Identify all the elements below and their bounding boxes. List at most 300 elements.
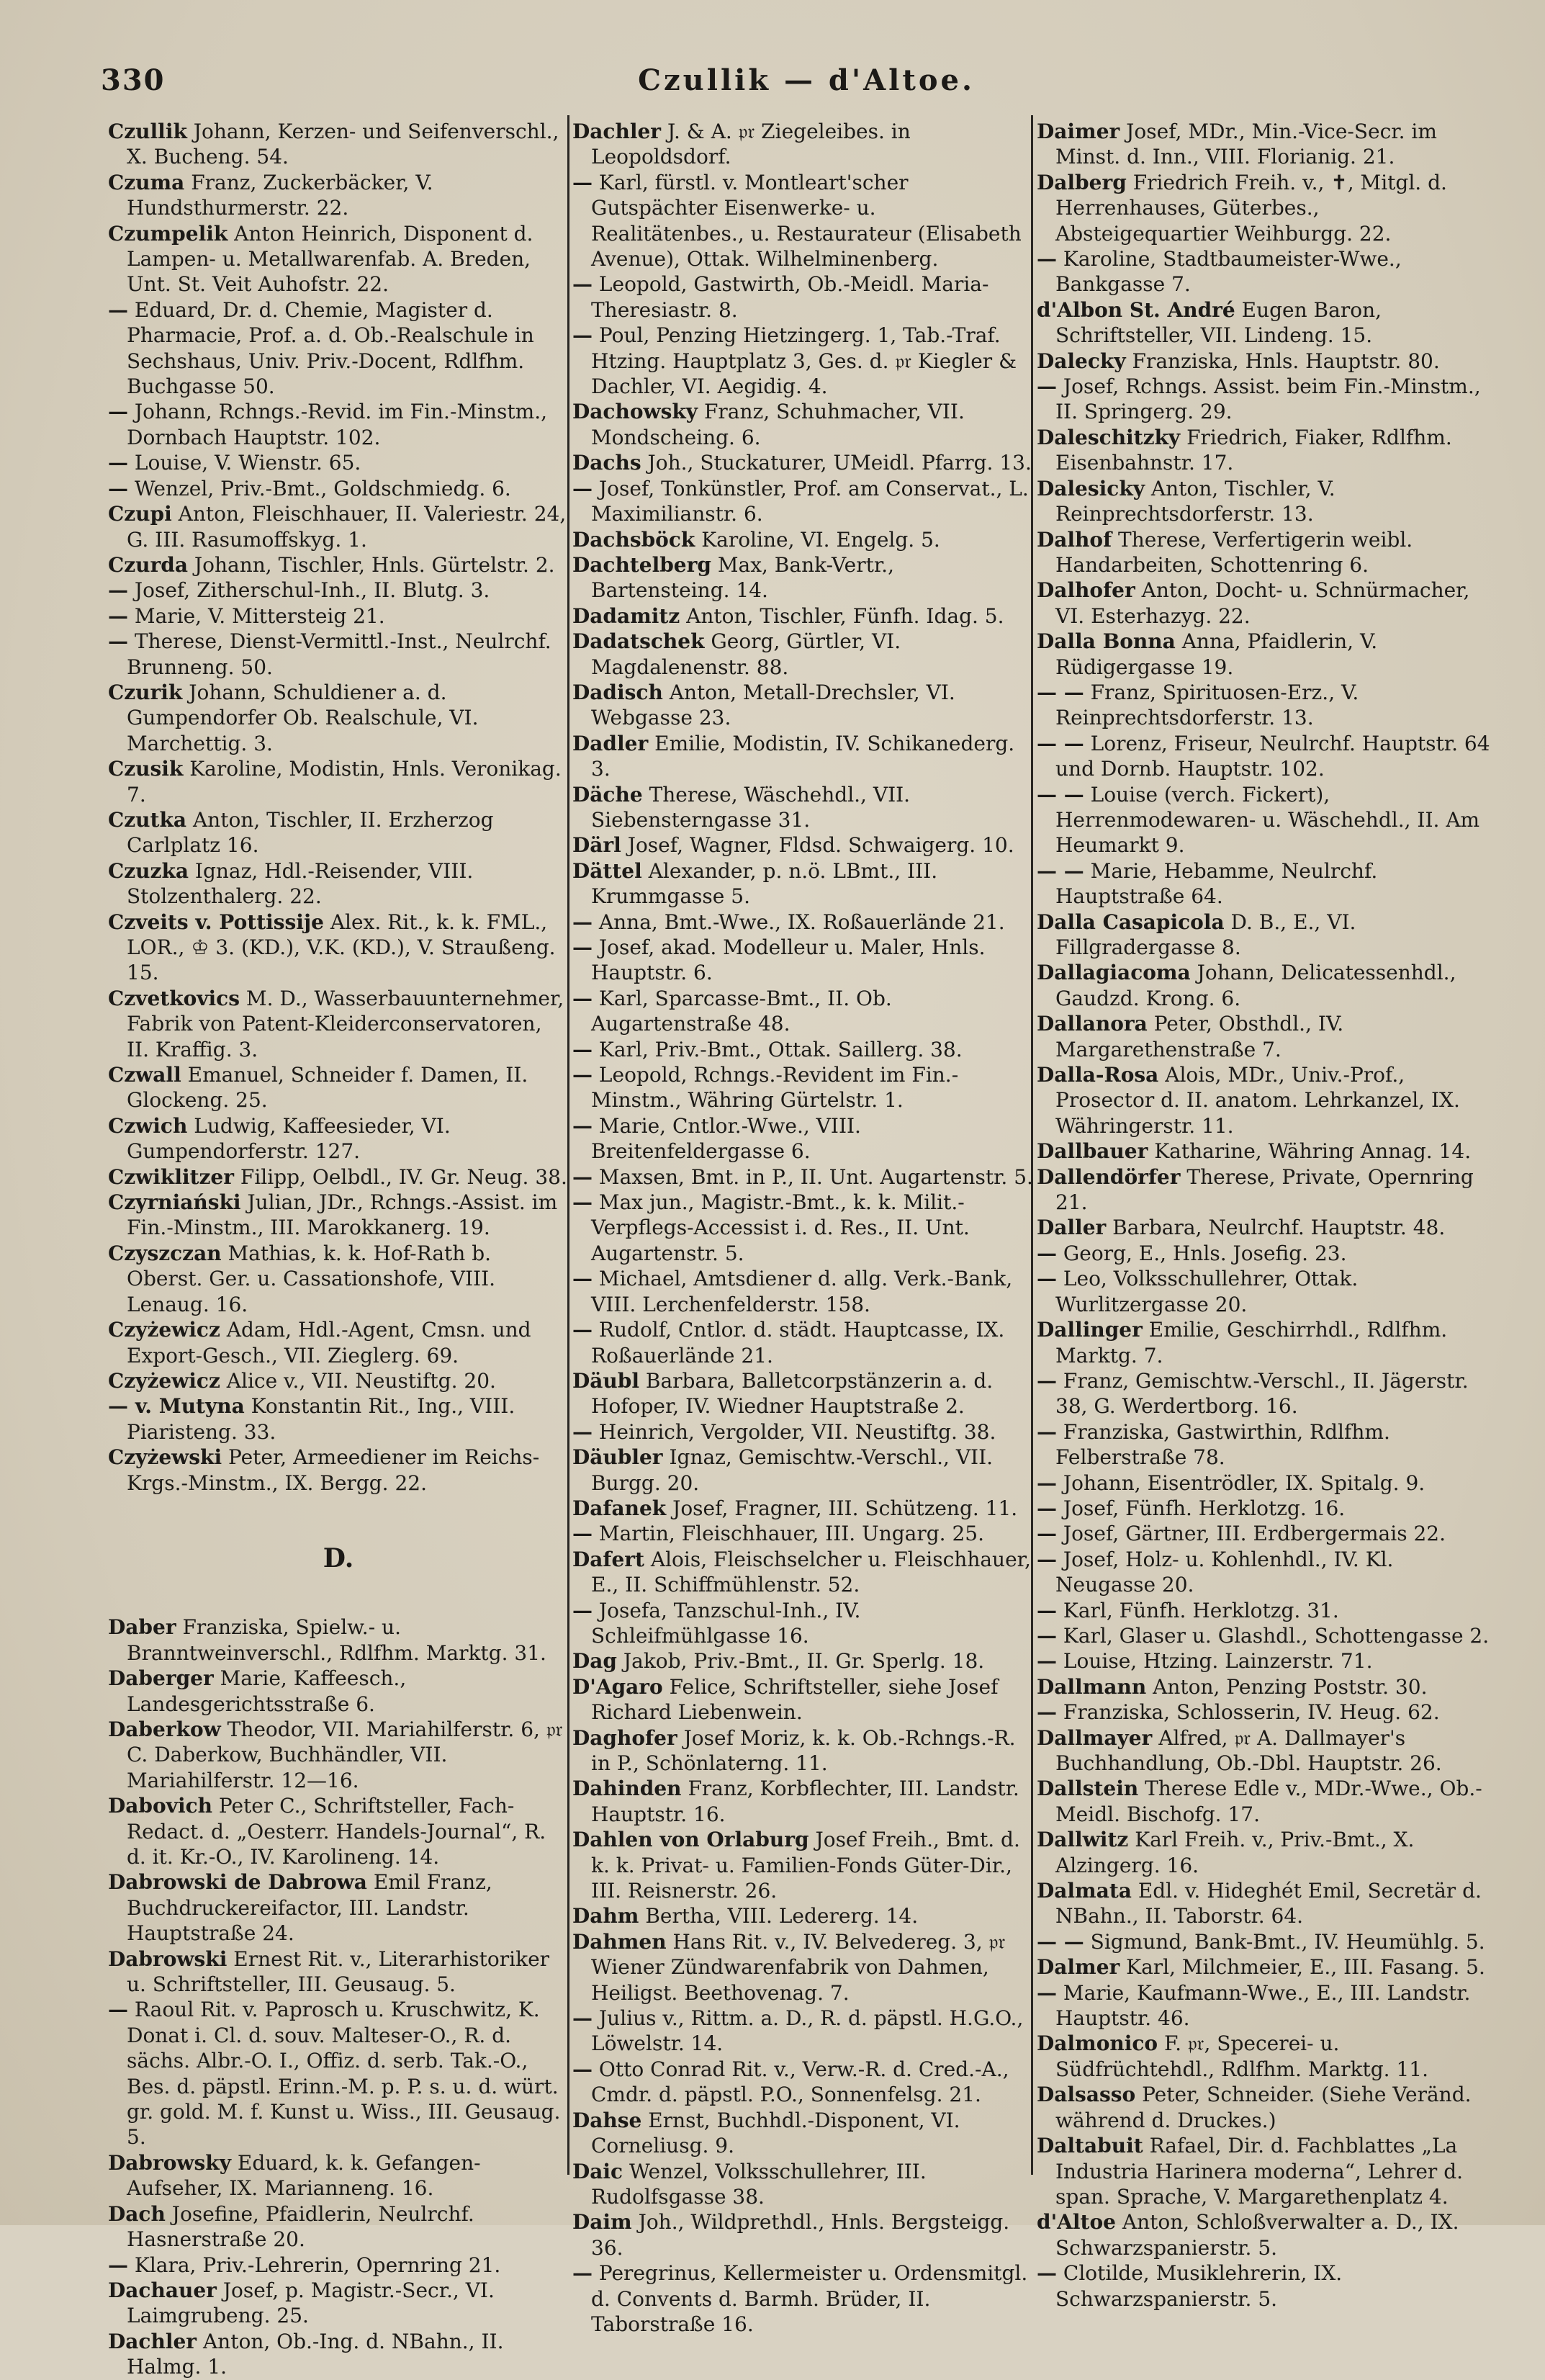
entry-text: Konstantin Rit., Ing., VIII. Piaristeng. 33. [127, 1394, 515, 1444]
directory-entry [1037, 1980, 1497, 2031]
entry-text: Anna, Bmt.-Wwe., IX. Roßauerlände 21. [598, 910, 1005, 934]
entry-name: Czwich [108, 1113, 188, 1138]
directory-entry [572, 527, 1033, 552]
directory-entry [1037, 1317, 1497, 1368]
directory-entry [1037, 170, 1497, 246]
entry-name: Dahse [572, 2108, 642, 2132]
entry-name: Czumpelik [108, 221, 228, 246]
entry-name: Czurik [108, 680, 183, 704]
directory-entry [1037, 246, 1497, 297]
entry-text: Friedrich, Fiaker, Rdlfhm. Eisenbahnstr. 17. [1055, 425, 1452, 475]
directory-entry [1037, 2082, 1497, 2133]
entry-text: Maxsen, Bmt. in P., II. Unt. Augartenstr. 5. [598, 1164, 1033, 1189]
entry-text: Joh., Wildprethdl., Hnls. Bergsteigg. 36. [591, 2210, 1010, 2260]
entry-text: Max jun., Magistr.-Bmt., k. k. Milit.-Verpflegs-Accessist i. d. Res., II. Unt. Augartenstr. 5. [591, 1190, 970, 1265]
entry-name: Dach [108, 2201, 166, 2226]
entry-name: — [108, 400, 128, 424]
entry-text: Joh., Stuckaturer, UMeidl. Pfarrg. 13. [647, 451, 1032, 475]
entry-text: Johann, Eisentrödler, IX. Spitalg. 9. [1063, 1470, 1425, 1495]
entry-name: Dallmann [1037, 1674, 1147, 1699]
directory-entry [1037, 1496, 1497, 1521]
entry-text: Alfred, 𝔭𝔯 A. Dallmayer's Buchhandlung, Ob.-Dbl. Hauptstr. 26. [1055, 1725, 1442, 1775]
entry-name: Dachler [108, 2329, 197, 2353]
directory-entry [572, 680, 1033, 731]
directory-entry [572, 1266, 1033, 1317]
entry-text: Anton, Tischler, V. Reinprechtsdorferstr. 13. [1055, 476, 1335, 526]
entry-name: Czwall [108, 1063, 181, 1087]
entry-name: — [572, 1267, 593, 1291]
entry-text: Felice, Schriftsteller, siehe Josef Richard Liebenwein. [591, 1674, 999, 1725]
entry-name: Dachler [572, 120, 662, 143]
directory-entry [1037, 731, 1497, 782]
directory-entry [1037, 297, 1497, 349]
entry-text: Marie, Kaufmann-Wwe., E., III. Landstr. Hauptstr. 46. [1055, 1980, 1471, 2031]
entry-name: Daltabuit [1037, 2134, 1143, 2158]
entry-text: Hans Rit. v., IV. Belvedereg. 3, 𝔭𝔯 Wiener Zündwarenfabrik von Dahmen, Heiligst. Beethovenag. 7. [591, 1929, 1006, 2005]
entry-text: Emilie, Modistin, IV. Schikanederg. 3. [591, 731, 1015, 781]
entry-name: Dalhofer [1037, 578, 1135, 603]
directory-entry [1037, 1241, 1497, 1266]
entry-text: Josef, Fünfh. Herklotzg. 16. [1063, 1496, 1346, 1520]
entry-text: Peter, Schneider. (Siehe Veränd. während d. Druckes.) [1055, 2083, 1472, 2132]
directory-entry [1037, 1699, 1497, 1725]
entry-text: Leopold, Rchngs.-Revident im Fin.-Minstm., Währing Gürtelstr. 1. [591, 1063, 959, 1113]
directory-entry [108, 501, 569, 552]
directory-entry [572, 2260, 1033, 2337]
entry-text: Karl, Fünfh. Herklotzg. 31. [1063, 1598, 1339, 1622]
directory-entry [108, 476, 569, 501]
entry-text: Alois, MDr., Univ.-Prof., Prosector d. II. anatom. Lehrkanzel, IX. Währingerstr. 11. [1055, 1063, 1460, 1138]
entry-name: Dalmonico [1037, 2031, 1158, 2056]
entry-name: Dallwitz [1037, 1828, 1129, 1852]
entry-text: Alex. Rit., k. k. FML., LOR., ♔ 3. (KD.), V.K. (KD.), V. Straußeng. 15. [127, 910, 556, 985]
entry-text: Wenzel, Volksschullehrer, III. Rudolfsgasse 38. [591, 2159, 927, 2209]
directory-entry [572, 858, 1033, 910]
entry-name: — [572, 935, 593, 959]
entry-name: — [108, 603, 128, 628]
entry-name: — [1037, 1649, 1057, 1674]
entry-text: Johann, Rchngs.-Revid. im Fin.-Minstm., Dornbach Hauptstr. 102. [127, 400, 548, 449]
entry-name: — [108, 451, 128, 475]
entry-name: — [572, 476, 593, 500]
directory-entry [1037, 1368, 1497, 1419]
directory-entry [572, 1903, 1033, 1928]
entry-name: — [572, 1063, 593, 1087]
directory-entry [108, 1190, 569, 1241]
entry-text: Josef, p. Magistr.-Secr., VI. Laimgrubeng. 25. [127, 2278, 495, 2328]
entry-text: Josef Moriz, k. k. Ob.-Rchngs.-R. in P., Schönlaterng. 11. [591, 1725, 1016, 1775]
directory-entry [572, 1164, 1033, 1190]
entry-name: Dallstein [1037, 1777, 1139, 1801]
directory-entry [572, 935, 1033, 986]
entry-name: — [572, 910, 593, 934]
directory-entry [1037, 2133, 1497, 2209]
entry-name: — [572, 2261, 593, 2286]
entry-text: Johann, Schuldiener a. d. Gumpendorfer Ob. Realschule, VI. Marchettig. 3. [127, 680, 479, 755]
directory-entry [572, 1725, 1033, 1777]
directory-entry [1037, 1827, 1497, 1878]
entry-name: — [572, 1318, 593, 1342]
directory-entry [1037, 2031, 1497, 2082]
entry-name: — [1037, 1496, 1057, 1520]
entry-text: Josef, Rchngs. Assist. beim Fin.-Minstm., II. Springerg. 29. [1055, 374, 1481, 424]
entry-text: Josef, MDr., Min.-Vice-Secr. im Minst. d. Inn., VIII. Florianig. 21. [1055, 120, 1437, 169]
entry-name: — [1037, 1522, 1057, 1546]
entry-text: Franziska, Spielw.- u. Branntweinverschl., Rdlfhm. Marktg. 31. [127, 1615, 546, 1665]
entry-text: Anton, Penzing Poststr. 30. [1153, 1674, 1428, 1699]
entry-text: Louise, Htzing. Lainzerstr. 71. [1063, 1649, 1373, 1674]
entry-name: Daimer [1037, 120, 1120, 143]
entry-name: — [1037, 1700, 1057, 1725]
entry-name: Czyżewski [108, 1445, 222, 1470]
entry-text: Michael, Amtsdiener d. allg. Verk.-Bank, VIII. Lerchenfelderstr. 158. [591, 1267, 1013, 1316]
entry-text: J. & A. 𝔭𝔯 Ziegeleibes. in Leopoldsdorf. [591, 120, 911, 169]
directory-entry [572, 1419, 1033, 1445]
directory-entry [572, 1827, 1033, 1903]
entry-name: — [572, 1164, 593, 1189]
directory-entry [1037, 1878, 1497, 1929]
directory-entry [572, 1445, 1033, 1496]
entry-name: Dalla-Rosa [1037, 1063, 1159, 1087]
directory-entry [108, 578, 569, 603]
directory-entry [108, 552, 569, 578]
directory-entry [572, 2057, 1033, 2108]
directory-entry [1037, 1164, 1497, 1216]
directory-entry [572, 1190, 1033, 1266]
entry-name: Dahmen [572, 1929, 667, 1954]
entry-name: Dafert [572, 1547, 644, 1571]
directory-entry [1037, 1470, 1497, 1496]
directory-entry [108, 1164, 569, 1190]
directory-entry [572, 782, 1033, 833]
entry-text: Louise, V. Wienstr. 65. [134, 451, 361, 475]
entry-text: Leopold, Gastwirth, Ob.-Meidl. Maria-Theresiastr. 8. [591, 272, 989, 322]
entry-text: Therese, Dienst-Vermittl.-Inst., Neulrchf. Brunneng. 50. [127, 629, 551, 679]
directory-entry [108, 399, 569, 450]
entry-name: Dalla Bonna [1037, 629, 1176, 654]
directory-entry [1037, 1648, 1497, 1674]
entry-name: D'Agaro [572, 1674, 663, 1699]
directory-entry [1037, 782, 1497, 858]
directory-entry [572, 1368, 1033, 1419]
directory-entry [1037, 476, 1497, 527]
entry-name: Dalmer [1037, 1955, 1120, 1980]
entry-text: Anton, Tischler, Fünfh. Idag. 5. [686, 603, 1004, 628]
entry-name: Czuma [108, 170, 185, 194]
entry-text: Josef, Gärtner, III. Erdbergermais 22. [1063, 1522, 1446, 1546]
directory-entry [108, 1113, 569, 1164]
entry-name: Daber [108, 1615, 176, 1640]
entry-name: Dafanek [572, 1496, 667, 1520]
entry-name: Däche [572, 782, 643, 807]
entry-name: — — [1037, 782, 1084, 807]
entry-name: Daleschitzky [1037, 425, 1181, 449]
entry-name: Dachtelberg [572, 552, 711, 577]
entry-name: Dalsasso [1037, 2083, 1136, 2107]
directory-entry [572, 603, 1033, 629]
entry-text: Therese Edle v., MDr.-Wwe., Ob.-Meidl. Bischofg. 17. [1055, 1777, 1482, 1826]
directory-entry [108, 2150, 569, 2201]
directory-entry [108, 297, 569, 400]
directory-entry [1037, 1598, 1497, 1623]
entry-name: — [108, 1998, 128, 2022]
entry-name: Czullik [108, 120, 187, 143]
entry-name: Dabrowski de Dabrowa [108, 1870, 367, 1895]
entry-name: — [572, 1419, 593, 1444]
entry-name: Dadisch [572, 680, 663, 704]
directory-entry [1037, 1419, 1497, 1470]
directory-entry [1037, 1266, 1497, 1317]
entry-name: — [1037, 1547, 1057, 1571]
directory-entry [108, 1368, 569, 1393]
entry-name: Dalmata [1037, 1879, 1132, 1903]
entry-name: Czurda [108, 552, 189, 577]
entry-name: Dadler [572, 731, 649, 755]
entry-text: Josef, Zitherschul-Inh., II. Blutg. 3. [134, 578, 490, 603]
entry-name: Daghofer [572, 1725, 677, 1750]
entry-text: Anton, Fleischhauer, II. Valeriestr. 24, G. III. Rasumoffskyg. 1. [127, 502, 567, 552]
entry-text: Emil Franz, Buchdruckereifactor, III. Landstr. Hauptstraße 24. [127, 1870, 492, 1946]
entry-text: Anton, Ob.-Ing. d. NBahn., II. Halmg. 1. [127, 2329, 504, 2379]
directory-entry [572, 1598, 1033, 1649]
directory-entry [108, 2278, 569, 2329]
directory-entry [1037, 960, 1497, 1011]
directory-entry [108, 1317, 569, 1368]
entry-name: Dahinden [572, 1777, 682, 1801]
entry-name: — [572, 986, 593, 1010]
entry-name: Dallmayer [1037, 1725, 1153, 1750]
entry-name: Dallinger [1037, 1318, 1143, 1342]
entry-text: Georg, Gürtler, VI. Magdalenenstr. 88. [591, 629, 901, 679]
entry-name: — [108, 2253, 128, 2277]
entry-text: Anton Heinrich, Disponent d. Lampen- u. Metallwarenfab. A. Breden, Unt. St. Veit Auhofstr. 22. [127, 221, 533, 297]
entry-text: Karl Freih. v., Priv.-Bmt., X. Alzingerg. 16. [1055, 1828, 1415, 1877]
entry-text: Rafael, Dir. d. Fachblattes „La Industria Harinera moderna“, Lehrer d. span. Sprache, V. Margarethenplatz 4. [1055, 2134, 1464, 2209]
directory-entry [1037, 1215, 1497, 1240]
entry-name: Czusik [108, 757, 184, 781]
entry-text: Marie, V. Mittersteig 21. [134, 603, 385, 628]
directory-entry [108, 2329, 569, 2380]
entry-text: Anton, Docht- u. Schnürmacher, VI. Esterhazyg. 22. [1055, 578, 1470, 628]
entry-text: Josef Freih., Bmt. d. k. k. Privat- u. Familien-Fonds Güter-Dir., III. Reisnerstr. 26. [591, 1828, 1020, 1903]
entry-text: Clotilde, Musiklehrerin, IX. Schwarzspanierstr. 5. [1055, 2261, 1343, 2311]
directory-entry [108, 1615, 569, 1666]
entry-text: Johann, Kerzen- und Seifenverschl., X. Bucheng. 54. [127, 120, 559, 169]
directory-entry [108, 1666, 569, 1717]
entry-name: — [108, 476, 128, 500]
directory-entry [1037, 1139, 1497, 1164]
directory-entry [1037, 119, 1497, 170]
directory-entry [572, 2108, 1033, 2159]
directory-entry [572, 271, 1033, 323]
directory-entry [1037, 910, 1497, 961]
entry-name: Dahm [572, 1904, 639, 1928]
entry-text: Anton, Metall-Drechsler, VI. Webgasse 23. [591, 680, 955, 730]
entry-name: — [572, 1190, 593, 1215]
directory-entry [1037, 1623, 1497, 1648]
entry-text: Anton, Schloßverwalter a. D., IX. Schwarzspanierstr. 5. [1055, 2210, 1459, 2260]
directory-entry [1037, 1776, 1497, 1827]
entry-text: Poul, Penzing Hietzingerg. 1, Tab.-Traf. Htzing. Hauptplatz 3, Ges. d. 𝔭𝔯 Kiegler & Dachler, VI. Aegidig. 4. [591, 323, 1017, 399]
directory-entry [572, 910, 1033, 935]
entry-text: Lorenz, Friseur, Neulrchf. Hauptstr. 64 und Dornb. Hauptstr. 102. [1055, 731, 1490, 781]
directory-entry [1037, 2209, 1497, 2260]
directory-entry [108, 1997, 569, 2150]
entry-text: Johann, Tischler, Hnls. Gürtelstr. 2. [194, 552, 555, 577]
entry-name: Daim [572, 2210, 632, 2235]
directory-entry [1037, 349, 1497, 374]
directory-entry [572, 323, 1033, 399]
directory-entry [572, 1317, 1033, 1368]
directory-entry [572, 1776, 1033, 1827]
page-header [101, 63, 1512, 107]
directory-entry [1037, 629, 1497, 680]
entry-text: Alice v., VII. Neustiftg. 20. [226, 1368, 496, 1393]
page-number: 330 [101, 63, 166, 97]
directory-entry [108, 450, 569, 475]
entry-text: Bertha, VIII. Ledererg. 14. [645, 1904, 919, 1928]
entry-text: Peter, Obsthdl., IV. Margarethenstraße 7. [1055, 1012, 1344, 1061]
directory-entry [572, 2209, 1033, 2260]
column-2 [572, 119, 1033, 2336]
entry-name: Czveits v. Pottissije [108, 910, 324, 934]
directory-entry [1037, 578, 1497, 629]
entry-name: — [572, 272, 593, 297]
entry-text: Marie, Kaffeesch., Landesgerichtsstraße 6. [127, 1666, 407, 1716]
entry-text: Alois, Fleischselcher u. Fleischhauer, E., II. Schiffmühlenstr. 52. [591, 1547, 1031, 1597]
entry-name: Därl [572, 833, 621, 858]
directory-entry [108, 680, 569, 756]
entry-text: Ignaz, Gemischtw.-Verschl., VII. Burgg. 20. [591, 1445, 994, 1495]
entry-name: Dabrowsky [108, 2150, 231, 2175]
entry-text: Ignaz, Hdl.-Reisender, VIII. Stolzenthalerg. 22. [127, 858, 474, 909]
entry-text: Anton, Tischler, II. Erzherzog Carlplatz 16. [127, 807, 494, 858]
entry-text: Josef, Fragner, III. Schützeng. 11. [672, 1496, 1018, 1520]
entry-name: — [572, 1522, 593, 1546]
entry-name: Czyszczan [108, 1241, 222, 1265]
entry-name: — [108, 578, 128, 603]
directory-entry [572, 1062, 1033, 1113]
entry-text: Jakob, Priv.-Bmt., II. Gr. Sperlg. 18. [623, 1649, 985, 1674]
directory-entry [1037, 1521, 1497, 1546]
entry-name: Dalla Casapicola [1037, 910, 1225, 934]
directory-entry [108, 986, 569, 1062]
entry-name: d'Altoe [1037, 2210, 1116, 2235]
entry-text: Franziska, Hnls. Hauptstr. 80. [1132, 349, 1440, 373]
entry-name: — [572, 170, 593, 194]
directory-entry [108, 858, 569, 910]
running-head: Czullik — d'Altoe. [638, 63, 975, 97]
directory-entry [108, 2201, 569, 2253]
directory-entry [108, 2253, 569, 2278]
directory-entry [1037, 858, 1497, 910]
entry-name: Czuzka [108, 858, 189, 883]
directory-entry [572, 1496, 1033, 1521]
entry-text: Karl, Priv.-Bmt., Ottak. Saillerg. 38. [598, 1037, 963, 1061]
entry-name: — [572, 323, 593, 348]
column-1 [108, 119, 569, 2379]
entry-text: Julius v., Rittm. a. D., R. d. päpstl. H.G.O., Löwelstr. 14. [591, 2006, 1024, 2056]
entry-name: Dachsböck [572, 527, 695, 552]
entry-name: Dabrowski [108, 1946, 228, 1971]
entry-name: Czvetkovics [108, 986, 240, 1010]
entry-text: Louise (verch. Fickert), Herrenmodewaren- u. Wäschehdl., II. Am Heumarkt 9. [1055, 782, 1480, 858]
directory-entry [108, 1445, 569, 1496]
directory-entry [1037, 1674, 1497, 1699]
entry-text: Johann, Delicatessenhdl., Gaudzd. Krong. 6. [1055, 961, 1456, 1010]
entry-text: Eduard, k. k. Gefangen-Aufseher, IX. Marianneng. 16. [127, 2150, 481, 2201]
entry-name: Däubl [572, 1368, 639, 1393]
entry-text: Marie, Cntlor.-Wwe., VIII. Breitenfeldergasse 6. [591, 1113, 861, 1164]
directory-entry [108, 603, 569, 629]
entry-text: Ludwig, Kaffeesieder, VI. Gumpendorferstr. 127. [127, 1113, 451, 1164]
directory-entry [572, 450, 1033, 475]
directory-entry [108, 756, 569, 807]
directory-entry [108, 1717, 569, 1793]
entry-name: Dahlen von Orlaburg [572, 1828, 809, 1852]
entry-text: Otto Conrad Rit. v., Verw.-R. d. Cred.-A., Cmdr. d. päpstl. P.O., Sonnenfelsg. 21. [591, 2057, 1009, 2107]
directory-entry [1037, 1954, 1497, 1980]
entry-name: — — [1037, 858, 1084, 883]
entry-name: — [572, 2006, 593, 2031]
directory-entry [108, 1869, 569, 1946]
directory-entry [572, 1521, 1033, 1546]
entry-name: — [572, 1037, 593, 1061]
entry-name: Czutka [108, 807, 187, 832]
entry-name: — [108, 297, 128, 322]
entry-name: Czwiklitzer [108, 1164, 234, 1189]
entry-text: Therese, Verfertigerin weibl. Handarbeiten, Schottenring 6. [1055, 527, 1413, 577]
entry-name: Daberger [108, 1666, 214, 1691]
entry-name: — [1037, 1267, 1057, 1291]
entry-name: — — [1037, 680, 1084, 704]
entry-text: Josefine, Pfaidlerin, Neulrchf. Hasnerstraße 20. [127, 2201, 474, 2252]
entry-text: Karl, Milchmeier, E., III. Fasang. 5. [1126, 1955, 1485, 1980]
entry-text: Heinrich, Vergolder, VII. Neustiftg. 38. [598, 1419, 996, 1444]
entry-name: Dallanora [1037, 1012, 1148, 1036]
entry-name: Czupi [108, 502, 172, 526]
directory-entry [572, 2159, 1033, 2210]
entry-text: Edl. v. Hideghét Emil, Secretär d. NBahn., II. Taborstr. 64. [1055, 1879, 1482, 1928]
directory-entry [108, 119, 569, 170]
entry-name: Dachowsky [572, 400, 698, 424]
entry-text: Josef, Tonkünstler, Prof. am Conservat., L. Maximilianstr. 6. [591, 476, 1029, 526]
entry-name: — [1037, 1470, 1057, 1495]
entry-name: — v. Mutyna [108, 1394, 245, 1419]
entry-name: — — [1037, 1929, 1084, 1954]
entry-name: Czyżewicz [108, 1368, 220, 1393]
entry-text: Leo, Volksschullehrer, Ottak. Wurlitzergasse 20. [1055, 1267, 1359, 1316]
entry-text: Ernst, Buchhdl.-Disponent, VI. Corneliusg. 9. [591, 2108, 960, 2158]
entry-text: Sigmund, Bank-Bmt., IV. Heumühlg. 5. [1090, 1929, 1485, 1954]
entry-text: Friedrich Freih. v., ✝, Mitgl. d. Herrenhauses, Güterbes., Absteigequartier Weihburgg. 22. [1055, 170, 1447, 246]
entry-name: Czyżewicz [108, 1318, 220, 1342]
directory-entry [572, 1648, 1033, 1674]
entry-text: Theodor, VII. Mariahilferstr. 6, 𝔭𝔯 C. Daberkow, Buchhändler, VII. Mariahilferstr. 12—16. [127, 1717, 563, 1792]
directory-entry [108, 1793, 569, 1869]
entry-text: Martin, Fleischhauer, III. Ungarg. 25. [598, 1522, 984, 1546]
directory-entry [572, 170, 1033, 272]
directory-entry [108, 910, 569, 986]
entry-name: — [1037, 1623, 1057, 1648]
entry-text: Josef, Holz- u. Kohlenhdl., IV. Kl. Neugasse 20. [1055, 1547, 1394, 1597]
directory-entry [108, 1062, 569, 1113]
directory-entry [1037, 374, 1497, 425]
directory-entry [1037, 1547, 1497, 1598]
directory-entry [1037, 1725, 1497, 1777]
directory-entry [572, 832, 1033, 858]
entry-text: Klara, Priv.-Lehrerin, Opernring 21. [134, 2253, 501, 2277]
